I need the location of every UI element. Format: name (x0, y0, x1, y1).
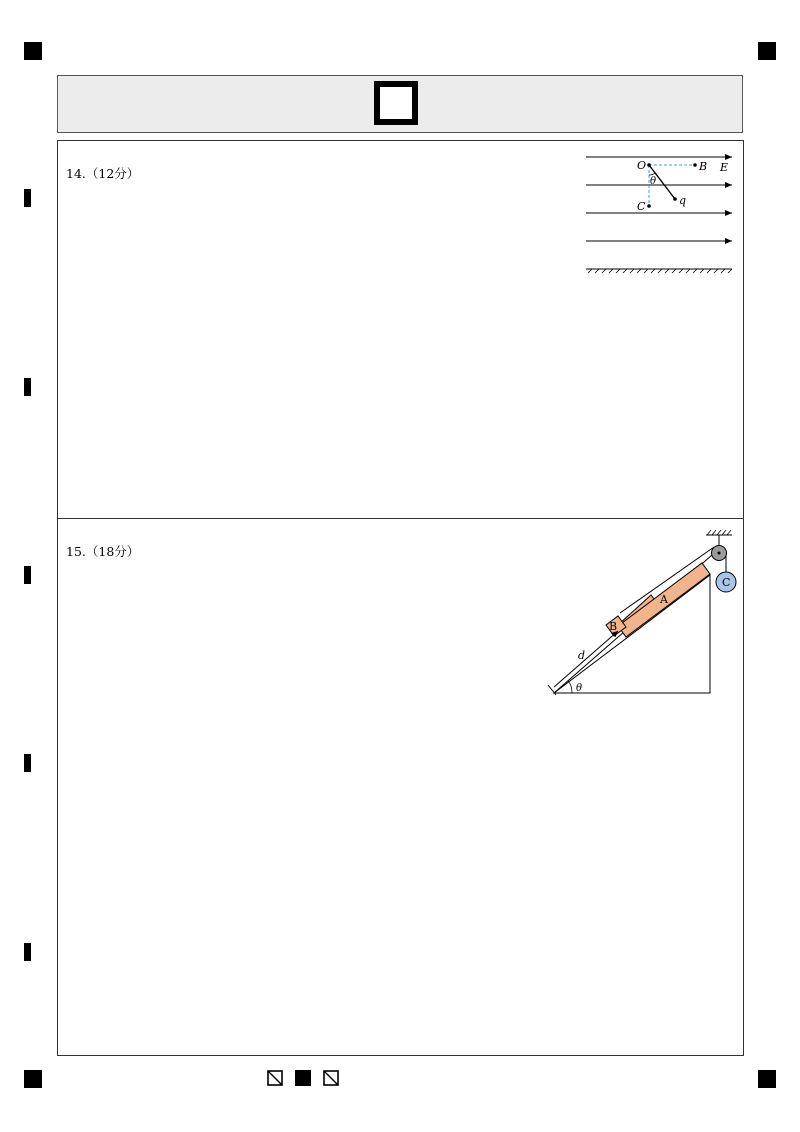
timing-mark (24, 378, 31, 396)
incline-triangle (554, 575, 710, 693)
question-label-14: 14.（12分） (66, 166, 140, 181)
timing-mark (24, 943, 31, 961)
header-square-mark (374, 81, 418, 125)
timing-mark (24, 566, 31, 584)
point-C (647, 204, 651, 208)
label-theta: θ (576, 683, 583, 694)
registration-mark-bottom-left (24, 1070, 42, 1088)
registration-mark-bottom-right (758, 1070, 776, 1088)
point-B (693, 163, 697, 167)
registration-mark-top-right (758, 42, 776, 60)
answer-box-14[interactable] (57, 140, 744, 519)
label-A: A (660, 593, 668, 606)
filled-box-icon (295, 1070, 311, 1086)
header-bar (57, 75, 743, 133)
point-O (647, 163, 651, 167)
label-E: E (720, 161, 729, 174)
theta-arc (649, 173, 655, 175)
ground-hatching (588, 269, 732, 273)
label-B: B (699, 160, 708, 173)
label-q: q (679, 194, 687, 207)
label-O: O (637, 159, 647, 172)
label-B: B (609, 620, 618, 633)
question-label-15: 15.（18分） (66, 544, 140, 559)
charge-q (673, 197, 677, 201)
registration-mark-top-left (24, 42, 42, 60)
electric-field-figure (582, 149, 742, 279)
timing-mark (24, 754, 31, 772)
label-C: C (722, 576, 731, 589)
label-theta: θ (650, 176, 657, 187)
crossed-box-icon (267, 1070, 283, 1086)
answer-box-15[interactable] (57, 518, 744, 1056)
label-d: d (578, 649, 586, 662)
incline-pulley-figure (542, 525, 742, 703)
timing-mark (24, 189, 31, 207)
crossed-box-icon (323, 1070, 339, 1086)
label-C: C (637, 200, 646, 213)
ceiling-hatching (707, 530, 731, 535)
